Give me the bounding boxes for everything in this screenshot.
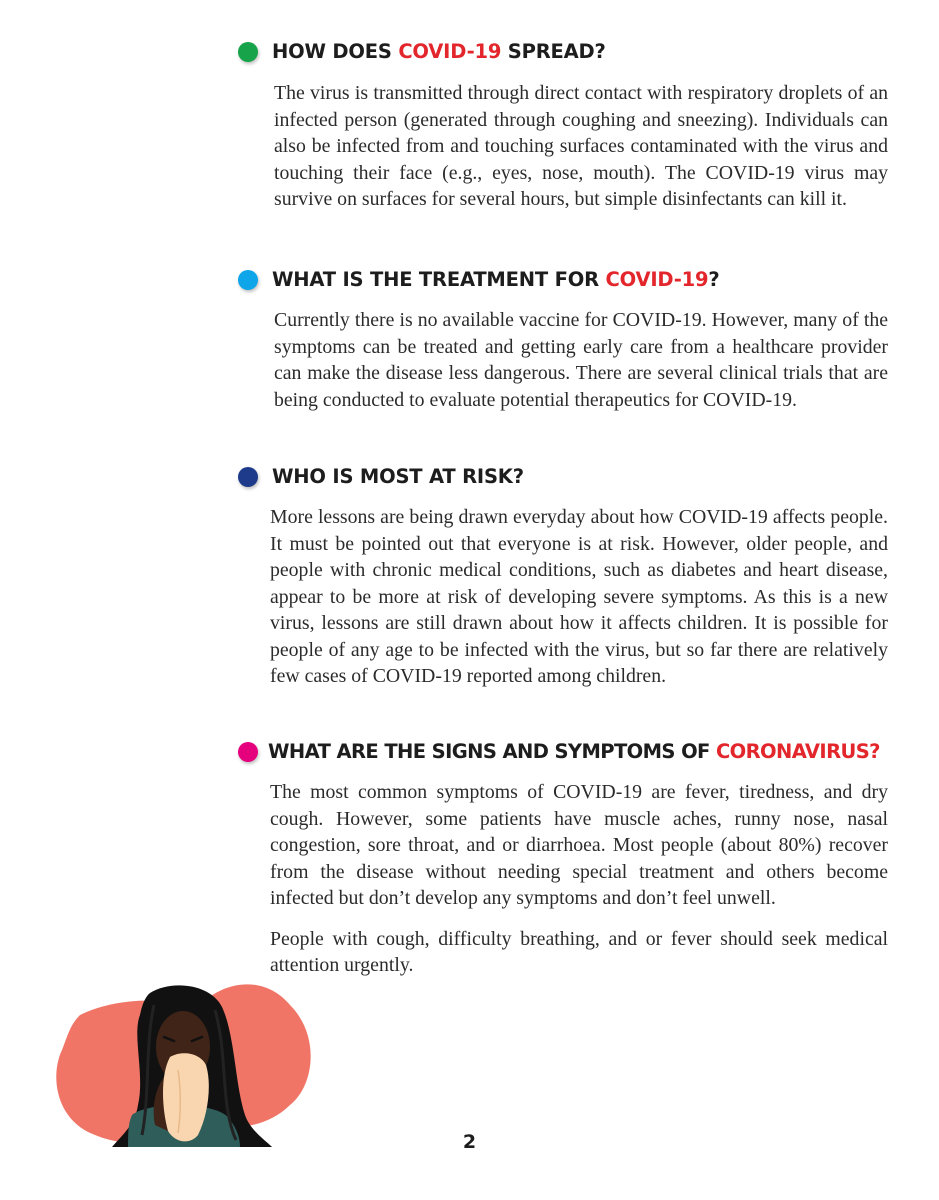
- heading-highlight: CORONAVIRUS?: [715, 740, 880, 763]
- heading-text: WHAT ARE THE SIGNS AND SYMPTOMS OF: [268, 740, 716, 763]
- heading-highlight: COVID-19: [605, 268, 709, 291]
- section-heading: [238, 465, 888, 488]
- section-paragraph: People with cough, difficulty breathing, and or fever should seek medical attention urgently.: [270, 927, 888, 976]
- section-paragraph: Currently there is no available vaccine for COVID-19. However, many of the symptoms can be treated and getting early care from a healthcare provider can make the disease less dangerous. There are several clinical trials that are being conducted to evaluate potential therapeutics for COVID-19.: [274, 309, 888, 411]
- section-heading: [238, 740, 888, 763]
- heading-text: WHAT IS THE TREATMENT FOR: [272, 268, 606, 291]
- section-paragraph: The most common symptoms of COVID-19 are fever, tiredness, and dry cough. However, some patients have muscle aches, runny nose, nasal congestion, sore throat, and or diarrhoea. Most people (about 80%) recover from the disease without needing special treatment and others become infected but don’t develop any symptoms and don’t feel unwell.: [270, 781, 888, 909]
- section-risk: [238, 465, 888, 690]
- section-paragraph: The virus is transmitted through direct contact with respiratory droplets of an infected person (generated through coughing and sneezing). Individuals can also be infected from and touching surfaces contaminated with the virus and touching their face (e.g., eyes, nose, mouth). The COVID-19 virus may survive on surfaces for several hours, but simple disinfectants can kill it.: [274, 82, 888, 210]
- section-heading: [238, 40, 888, 63]
- heading-text: WHO IS MOST AT RISK?: [272, 465, 524, 488]
- sneezing-woman-illustration: [50, 975, 320, 1150]
- heading-suffix: SPREAD?: [501, 40, 606, 63]
- section-symptoms: [238, 740, 888, 979]
- section-paragraph: More lessons are being drawn everyday about how COVID-19 affects people. It must be pointed out that everyone is at risk. However, older people, and people with chronic medical conditions, such as diabetes and heart disease, appear to be more at risk of developing severe symptoms. As this is a new virus, lessons are still drawn about how it affects children. It is possible for people of any age to be infected with the virus, but so far there are relatively few cases of COVID-19 reported among children.: [270, 506, 888, 687]
- section-treatment: [238, 268, 888, 413]
- section-spread: [238, 40, 888, 213]
- page-number: 2: [462, 1131, 477, 1153]
- green-bullet-icon: [238, 42, 258, 62]
- section-heading: [238, 268, 888, 291]
- magenta-bullet-icon: [238, 742, 258, 762]
- light-blue-bullet-icon: [238, 270, 258, 290]
- navy-bullet-icon: [238, 467, 258, 487]
- heading-highlight: COVID-19: [398, 40, 502, 63]
- heading-suffix: ?: [708, 268, 720, 291]
- heading-text: HOW DOES: [272, 40, 399, 63]
